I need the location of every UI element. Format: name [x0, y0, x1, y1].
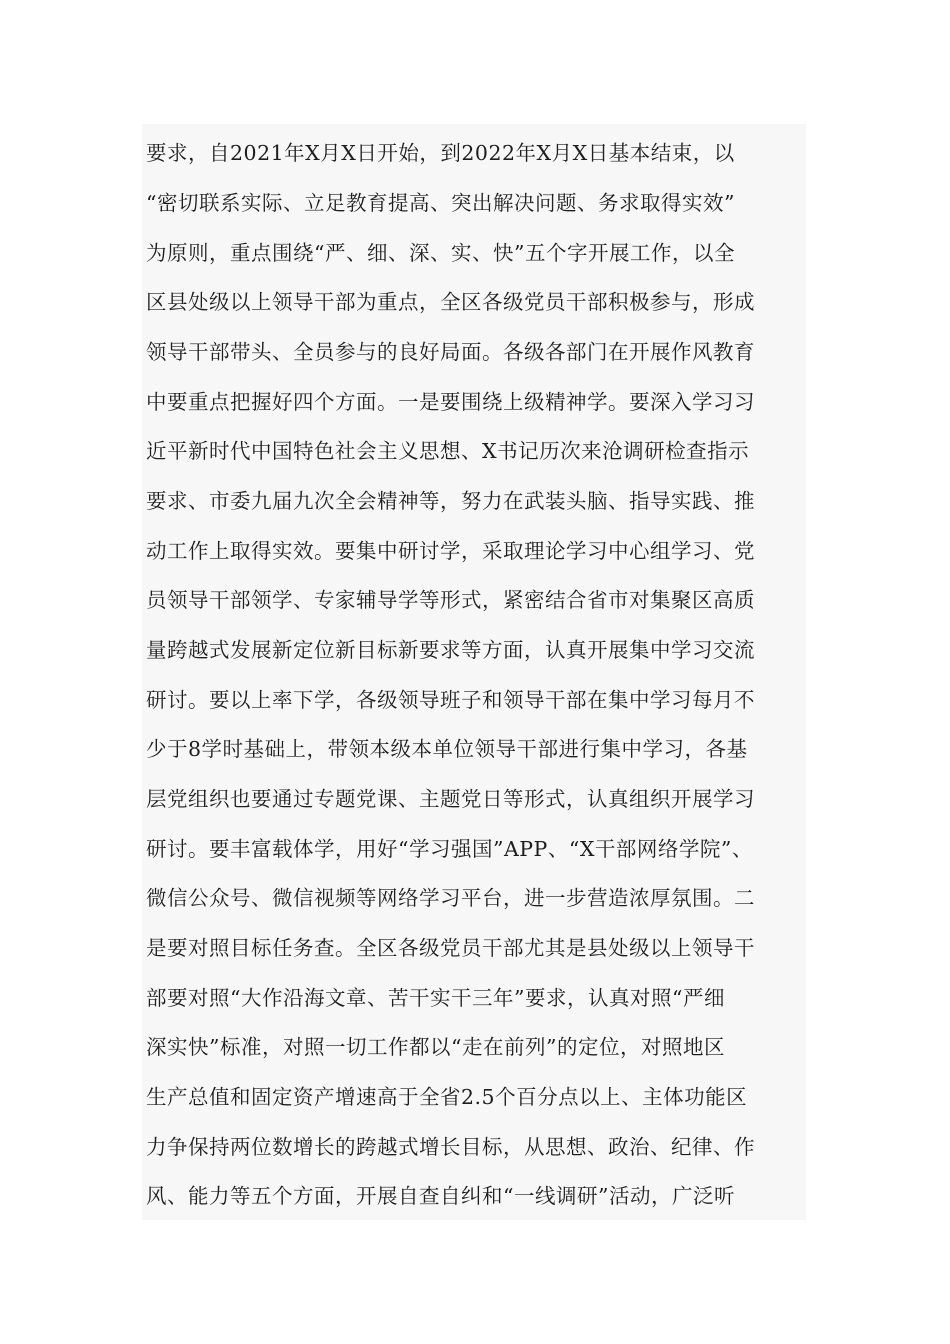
text-line: 部要对照“大作沿海文章、苦干实干三年”要求，认真对照“严细	[146, 986, 725, 1010]
text-line: 少于8学时基础上，带领本级本单位领导干部进行集中学习，各基	[146, 737, 748, 761]
text-line: 要求、市委九届九次全会精神等，努力在武装头脑、指导实践、推	[146, 489, 755, 513]
text-line: 层党组织也要通过专题党课、主题党日等形式，认真组织开展学习	[146, 787, 755, 811]
text-line: 深实快”标准，对照一切工作都以“走在前列”的定位，对照地区	[146, 1035, 725, 1059]
text-line: 领导干部带头、全员参与的良好局面。各级各部门在开展作风教育	[146, 340, 755, 364]
text-line: 要求，自2021年X月X日开始，到2022年X月X日基本结束，以	[146, 141, 735, 165]
text-line: 区县处级以上领导干部为重点，全区各级党员干部积极参与，形成	[146, 290, 755, 314]
text-line: 近平新时代中国特色社会主义思想、X书记历次来沧调研检查指示	[146, 439, 750, 463]
text-line: 中要重点把握好四个方面。一是要围绕上级精神学。要深入学习习	[146, 390, 755, 414]
text-line: 研讨。要以上率下学，各级领导班子和领导干部在集中学习每月不	[146, 688, 755, 712]
text-line: “密切联系实际、立足教育提高、突出解决问题、务求取得实效”	[146, 191, 735, 215]
text-line: 风、能力等五个方面，开展自查自纠和“一线调研”活动，广泛听	[146, 1184, 735, 1208]
text-line: 生产总值和固定资产增速高于全省2.5个百分点以上、主体功能区	[146, 1085, 748, 1109]
text-line: 为原则，重点围绕“严、细、深、实、快”五个字开展工作，以全	[146, 241, 735, 265]
body-text-block	[142, 124, 806, 1220]
text-line: 员领导干部领学、专家辅导学等形式，紧密结合省市对集聚区高质	[146, 588, 755, 612]
text-line: 微信公众号、微信视频等网络学习平台，进一步营造浓厚氛围。二	[146, 886, 755, 910]
text-line: 力争保持两位数增长的跨越式增长目标，从思想、政治、纪律、作	[146, 1135, 755, 1159]
text-line: 研讨。要丰富载体学，用好“学习强国”APP、“X干部网络学院”、	[146, 837, 753, 861]
text-line: 动工作上取得实效。要集中研讨学，采取理论学习中心组学习、党	[146, 539, 755, 563]
text-line: 量跨越式发展新定位新目标新要求等方面，认真开展集中学习交流	[146, 638, 755, 662]
text-line: 是要对照目标任务查。全区各级党员干部尤其是县处级以上领导干	[146, 936, 755, 960]
